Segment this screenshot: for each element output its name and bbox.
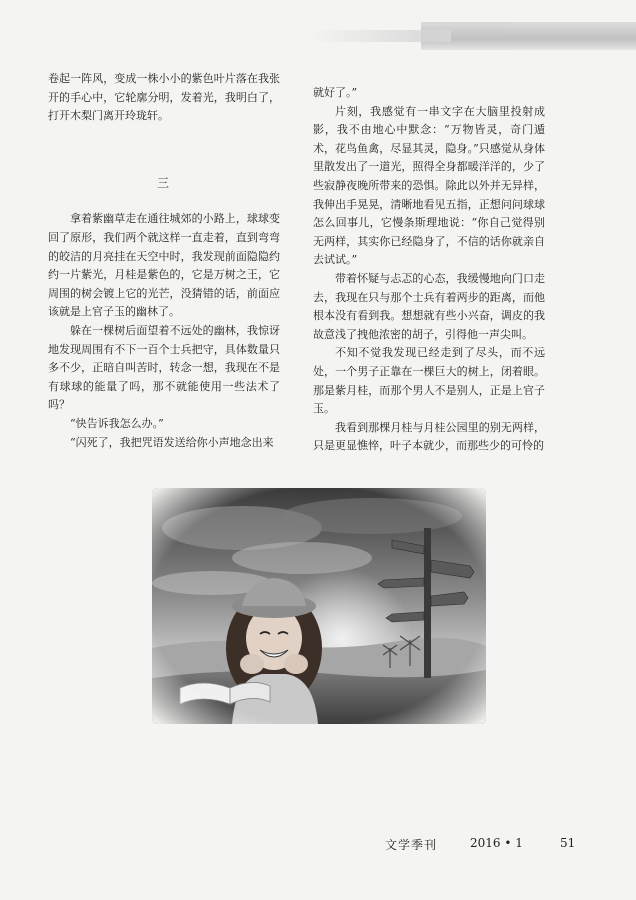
decorative-band (421, 22, 636, 50)
paragraph: 不知不觉我发现已经走到了尽头，而不远处，一个男子正靠在一棵巨大的树上，闭着眼。那是紫月桂，而那个男人不是别人，正是上官子玉。 (313, 346, 545, 416)
footer-page-number: 51 (560, 836, 576, 850)
paragraph: 卷起一阵风，变成一株小小的紫色叶片落在我张开的手心中，它轮廓分明，发着光，我明白了，打开木梨门离开玲珑轩。 (48, 72, 280, 123)
illustration-photo (152, 488, 486, 724)
paragraph: 我看到那棵月桂与月桂公园里的别无两样，只是更显憔悴，叶子本就少，而那些少的可怜的 (313, 420, 545, 453)
paragraph: 带着怀疑与忐忑的心态，我缓慢地向门口走去，我现在只与那个士兵有着两步的距离，而他根本没有看到我。想想就有些小兴奋，调皮的我故意浅了拽他浓密的胡子，引得他一声尖叫。 (313, 271, 545, 341)
paragraph: 片刻，我感觉有一串文字在大脑里投射成影，我不由地心中默念：“万物皆灵，奇门遁术，花鸟鱼禽，尽显其灵，隐身。”只感觉从身体里散发出了一道光，照得全身都暖洋洋的，少了些寂静夜晚所带来的恐惧。除此以外并无异样，我伸出手晃晃，清晰地看见五指，正想问问球球怎么回事儿，它慢条斯理地说：“你自己觉得别无两样，其实你已经隐身了，不信的话你就亲自去试试。” (313, 104, 545, 267)
footer-issue: 2016 • 1 (470, 836, 523, 850)
right-column (313, 84, 545, 456)
section-heading: 三 (156, 175, 171, 190)
girl-with-signpost-photo-icon (152, 488, 486, 724)
footer-magazine-title: 文学季刊 (385, 838, 438, 852)
paragraph: 拿着紫幽草走在通往城郊的小路上，球球变回了原形，我们两个就这样一直走着，直到弯弯的皎洁的月亮挂在天空中时，我发现前面隐隐约约一片紫光，月桂是紫色的，它是万树之王，它周围的树会镀上它的光芒，没猜错的话，前面应该就是上官子玉的幽林了。 (48, 212, 280, 319)
paragraph: 就好了。” (313, 86, 358, 99)
paragraph: “闪死了，我把咒语发送给你小声地念出来 (70, 435, 274, 449)
left-column (48, 70, 280, 452)
paragraph: 躲在一棵树后面望着不远处的幽林，我惊讶地发现周围有不下一百个士兵把守，具体数量只多不少，正暗自叫苦时，转念一想，我现在不是有球球的能量了吗，那不就能使用一些法术了吗？ (48, 323, 280, 412)
paragraph: “快告诉我怎么办。” (70, 416, 164, 430)
